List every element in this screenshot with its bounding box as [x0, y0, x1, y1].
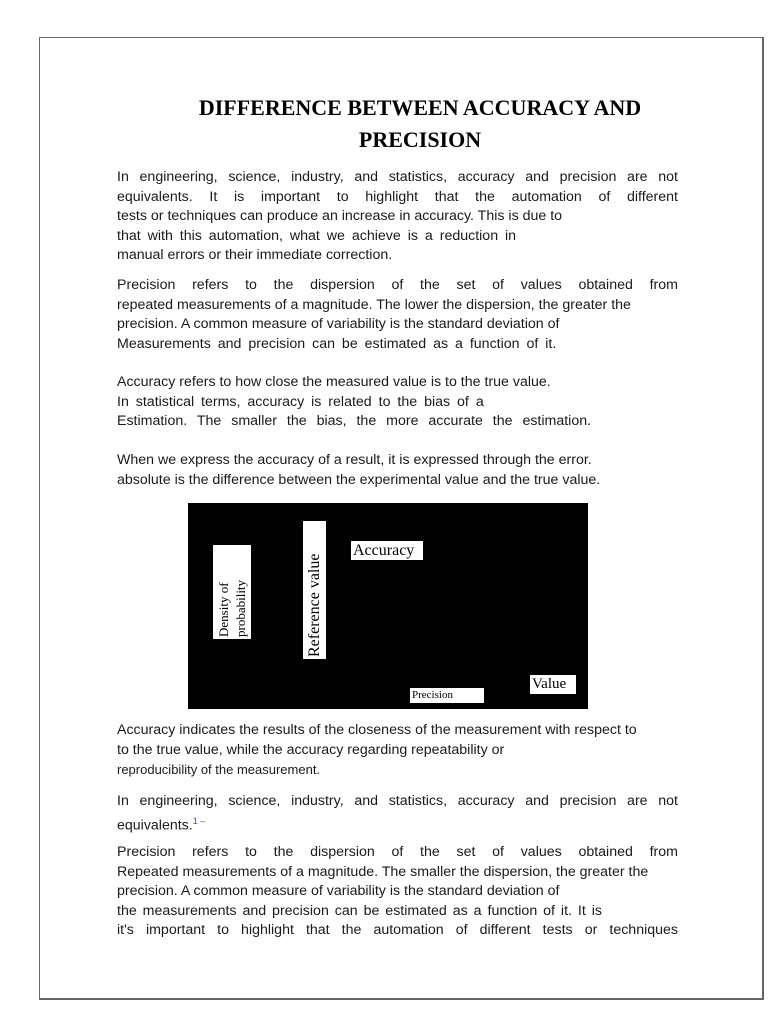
reference-value-box [303, 521, 326, 659]
value-label: Value [530, 675, 576, 694]
text-line: Measurements and precision can be estimated as a function of it. [117, 335, 557, 352]
text-line: the measurements and precision can be estimated as a function of it. It is [117, 902, 602, 919]
text-line: In engineering, science, industry, and statistics, accuracy and precision are not [117, 793, 678, 809]
paragraph-3 [117, 373, 678, 432]
footnote-dash-icon: – [197, 815, 206, 826]
text-line: Estimation. The smaller the bias, the more accurate the estimation. [117, 413, 592, 429]
footnote-link[interactable]: 1 [192, 815, 198, 826]
accuracy-precision-figure [188, 503, 588, 709]
title-line-1: DIFFERENCE BETWEEN ACCURACY AND [198, 95, 642, 120]
text-line: to the true value, while the accuracy regarding repeatability or [117, 741, 505, 758]
paragraph-4 [117, 451, 678, 490]
density-label-box [213, 545, 251, 639]
text-line: In statistical terms, accuracy is related to the bias of a [117, 393, 484, 410]
text-fragment: equivalents. [117, 817, 193, 834]
title-line-2: PRECISION [358, 127, 482, 152]
text-line [117, 812, 678, 836]
text-line: Accuracy indicates the results of the closeness of the measurement with respect to [117, 722, 637, 738]
paragraph-6 [117, 792, 678, 836]
text-line: tests or techniques can produce an increase in accuracy. This is due to [117, 208, 563, 224]
text-line: reproducibility of the measurement. [117, 762, 321, 777]
density-line-1: Density of [216, 582, 231, 637]
text-line: Precision refers to the dispersion of the set of values obtained from [117, 844, 678, 860]
document-title [160, 92, 680, 156]
reference-value-label: Reference value [306, 553, 323, 657]
accuracy-label: Accuracy [351, 541, 423, 560]
precision-label: Precision [410, 688, 484, 703]
text-line: that with this automation, what we achieve is a reduction in [117, 227, 517, 244]
text-line: In engineering, science, industry, and statistics, accuracy and precision are not [117, 169, 678, 185]
density-line-2: probability [233, 579, 248, 637]
text-line: Repeated measurements of a magnitude. The smaller the dispersion, the greater the [117, 863, 649, 880]
paragraph-2 [117, 276, 678, 354]
paragraph-7 [117, 843, 678, 941]
text-line: precision. A common measure of variability is the standard deviation of [117, 883, 560, 899]
text-line: When we express the accuracy of a result, it is expressed through the error. [117, 452, 592, 468]
density-label [215, 580, 249, 637]
paragraph-1 [117, 168, 678, 266]
text-line: manual errors or their immediate correction. [117, 247, 393, 263]
text-line: precision. A common measure of variability is the standard deviation of [117, 316, 560, 332]
text-line: absolute is the difference between the experimental value and the true value. [117, 471, 601, 488]
text-line: repeated measurements of a magnitude. The lower the dispersion, the greater the [117, 296, 631, 313]
text-line: equivalents. It is important to highlight that the automation of different [117, 188, 678, 205]
text-line: it's important to highlight that the automation of different tests or techniques [117, 922, 678, 938]
text-line: Accuracy refers to how close the measured value is to the true value. [117, 374, 551, 390]
text-line: Precision refers to the dispersion of the set of values obtained from [117, 277, 678, 293]
paragraph-5 [117, 721, 678, 780]
